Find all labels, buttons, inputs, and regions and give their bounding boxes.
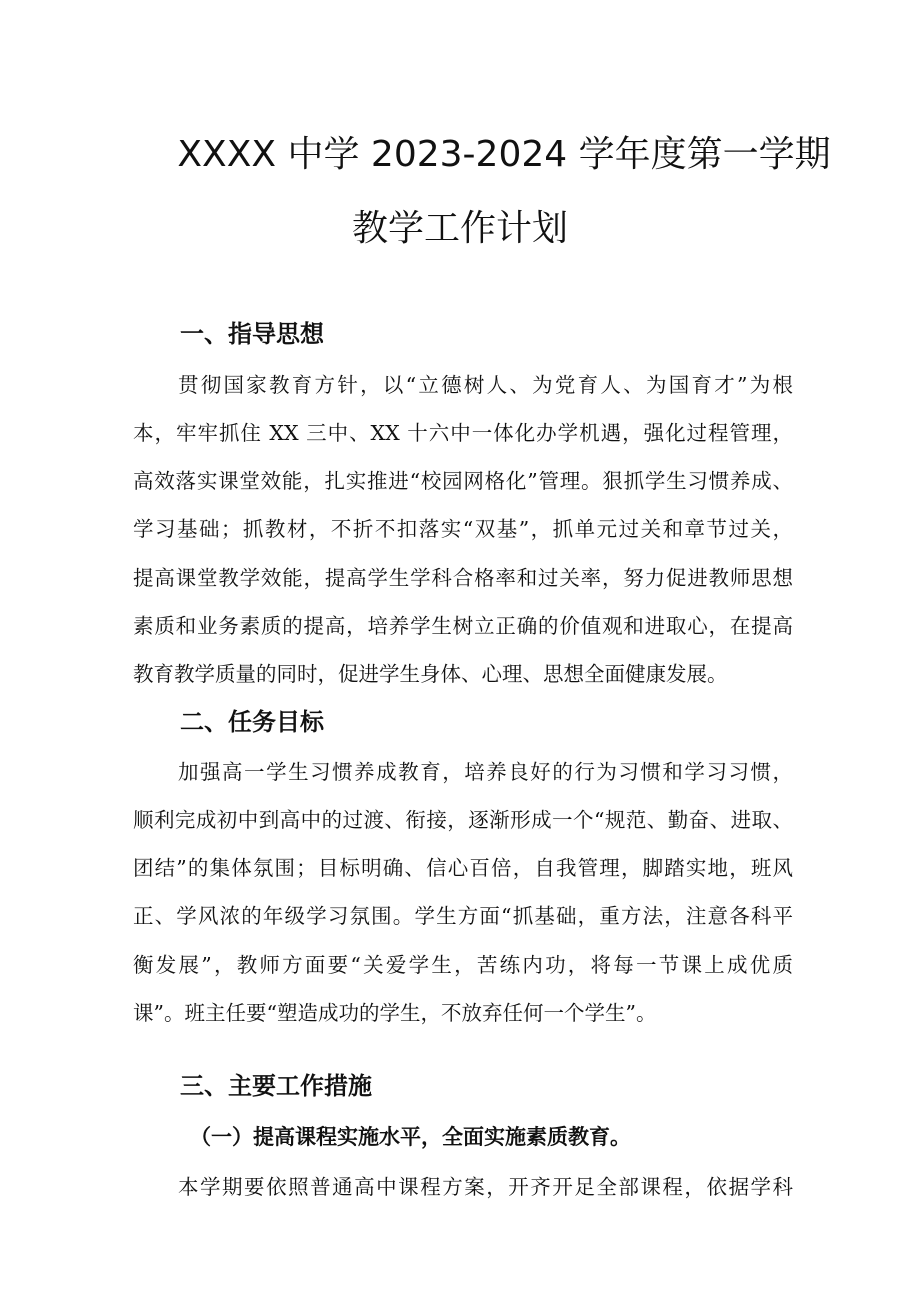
paragraph-line: 团结”的集体氛围；目标明确、信心百倍，自我管理，脚踏实地，班风 xyxy=(133,856,793,880)
paragraph-line: 教育教学质量的同时，促进学生身体、心理、思想全面健康发展。 xyxy=(133,662,728,686)
document-title-line-1: XXXX 中学 2023-2024 学年度第一学期 xyxy=(177,134,831,175)
section-heading-task-goals: 二、任务目标 xyxy=(180,708,324,736)
paragraph-line: 提高课堂教学效能，提高学生学科合格率和过关率，努力促进教师思想 xyxy=(133,566,793,590)
paragraph-line: 本，牢牢抓住 XX 三中、XX 十六中一体化办学机遇，强化过程管理， xyxy=(133,421,793,445)
subsection-heading: （一）提高课程实施水平，全面实施素质教育。 xyxy=(190,1124,631,1149)
paragraph-line: 顺利完成初中到高中的过渡、衔接，逐渐形成一个“规范、勤奋、进取、 xyxy=(133,808,793,832)
paragraph-line: 正、学风浓的年级学习氛围。学生方面“抓基础，重方法，注意各科平 xyxy=(133,904,793,928)
paragraph-line: 加强高一学生习惯养成教育，培养良好的行为习惯和学习习惯， xyxy=(178,760,793,784)
section-heading-guiding-ideology: 一、指导思想 xyxy=(180,320,324,348)
document-title-line-2: 教学工作计划 xyxy=(351,208,568,249)
section-heading-main-measures: 三、主要工作措施 xyxy=(180,1072,372,1100)
paragraph-line: 衡发展”，教师方面要“关爱学生，苦练内功，将每一节课上成优质 xyxy=(133,953,793,977)
paragraph-line: 素质和业务素质的提高，培养学生树立正确的价值观和进取心，在提高 xyxy=(133,614,793,638)
paragraph-line: 课”。班主任要“塑造成功的学生，不放弃任何一个学生”。 xyxy=(133,1001,657,1025)
paragraph-line: 学习基础；抓教材，不折不扣落实“双基”，抓单元过关和章节过关， xyxy=(133,517,793,541)
paragraph-line: 本学期要依照普通高中课程方案，开齐开足全部课程，依据学科 xyxy=(178,1175,793,1199)
paragraph-line: 贯彻国家教育方针，以“立德树人、为党育人、为国育才”为根 xyxy=(178,373,793,397)
paragraph-line: 高效落实课堂效能，扎实推进“校园网格化”管理。狠抓学生习惯养成、 xyxy=(133,469,793,493)
